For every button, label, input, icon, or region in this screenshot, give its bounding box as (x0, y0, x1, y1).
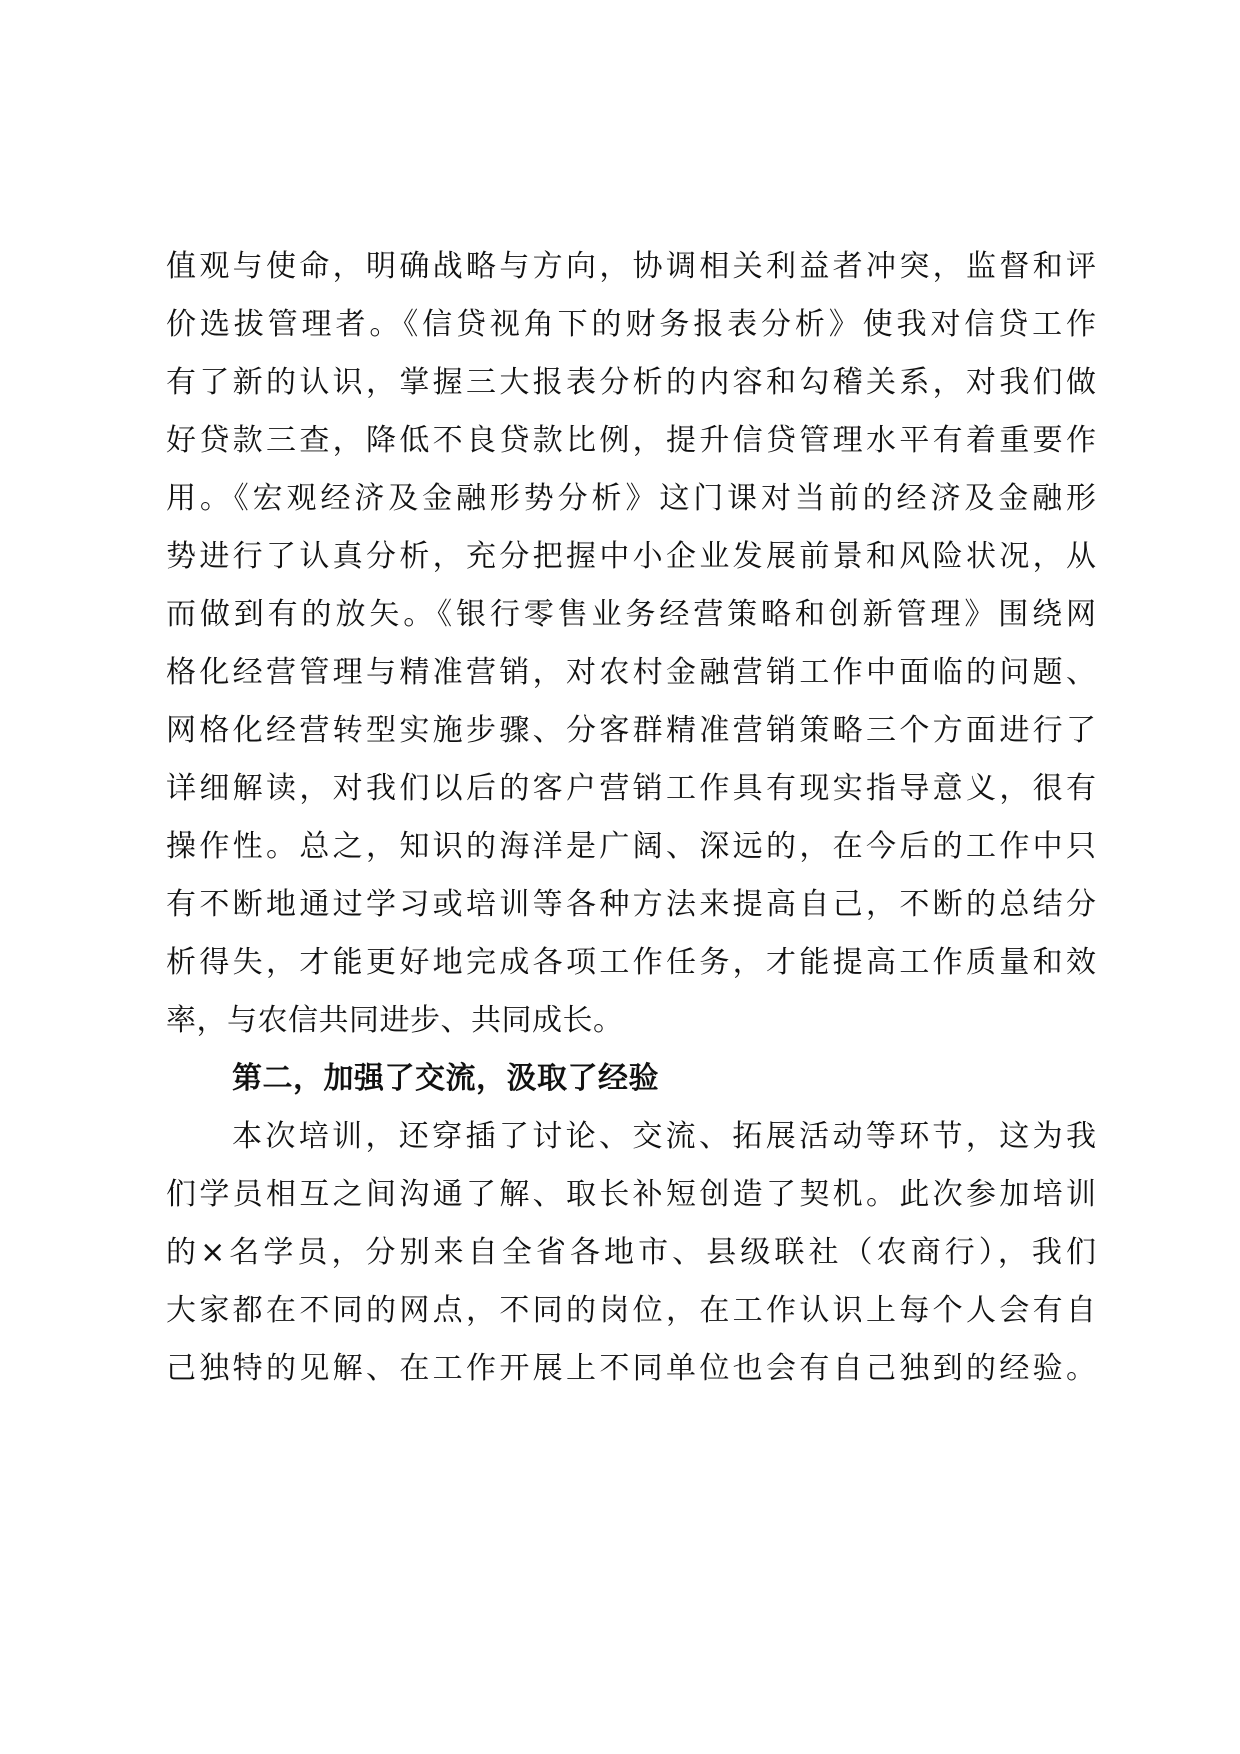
paragraph-line: 率，与农信共同进步、共同成长。 (166, 1003, 624, 1038)
paragraph-line: 有了新的认识，掌握三大报表分析的内容和勾稽关系，对我们做 (166, 365, 1096, 400)
paragraph-line: 大家都在不同的网点，不同的岗位，在工作认识上每个人会有自 (166, 1293, 1096, 1328)
paragraph-line: 本次培训，还穿插了讨论、交流、拓展活动等环节，这为我 (232, 1119, 1096, 1154)
paragraph-line: 析得失，才能更好地完成各项工作任务，才能提高工作质量和效 (166, 945, 1096, 980)
paragraph-line: 用。《宏观经济及金融形势分析》这门课对当前的经济及金融形 (166, 481, 1096, 516)
paragraph-line: 己独特的见解、在工作开展上不同单位也会有自己独到的经验。 (166, 1351, 1096, 1386)
paragraph-line: 势进行了认真分析，充分把握中小企业发展前景和风险状况，从 (166, 539, 1096, 574)
paragraph-line: 格化经营管理与精准营销，对农村金融营销工作中面临的问题、 (166, 655, 1096, 690)
paragraph-line: 网格化经营转型实施步骤、分客群精准营销策略三个方面进行了 (166, 713, 1096, 748)
paragraph-line: 而做到有的放矢。《银行零售业务经营策略和创新管理》围绕网 (166, 597, 1096, 632)
paragraph-line: 好贷款三查，降低不良贷款比例，提升信贷管理水平有着重要作 (166, 423, 1096, 458)
paragraph-line: 们学员相互之间沟通了解、取长补短创造了契机。此次参加培训 (166, 1177, 1096, 1212)
paragraph-line: 详细解读，对我们以后的客户营销工作具有现实指导意义，很有 (166, 771, 1096, 806)
paragraph-line: 值观与使命，明确战略与方向，协调相关利益者冲突，监督和评 (166, 249, 1096, 284)
paragraph-line: 的×名学员，分别来自全省各地市、县级联社（农商行），我们 (166, 1235, 1096, 1270)
paragraph-line: 有不断地通过学习或培训等各种方法来提高自己，不断的总结分 (166, 887, 1096, 922)
paragraph-line: 价选拔管理者。《信贷视角下的财务报表分析》使我对信贷工作 (166, 307, 1096, 342)
section-heading: 第二，加强了交流，汲取了经验 (232, 1061, 659, 1096)
paragraph-line: 操作性。总之，知识的海洋是广阔、深远的，在今后的工作中只 (166, 829, 1096, 864)
